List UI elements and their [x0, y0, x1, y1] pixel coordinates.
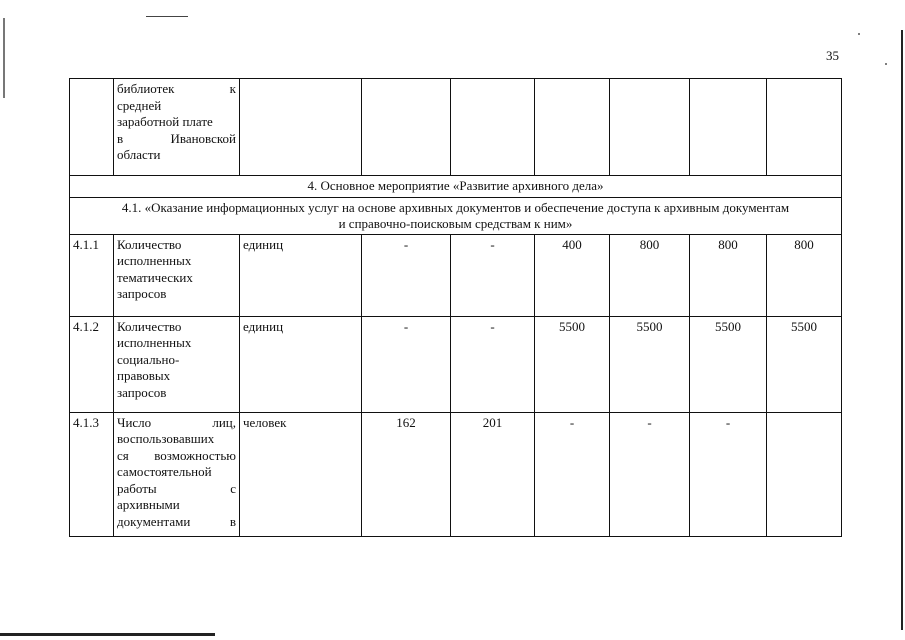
indicator-name-cell	[114, 316, 240, 412]
value-cell: -	[610, 412, 690, 536]
name-line: библиотек к	[117, 81, 236, 96]
value-cell	[767, 79, 842, 176]
unit-cell	[240, 79, 362, 176]
value-cell: -	[362, 234, 451, 316]
scan-speck	[858, 33, 860, 35]
value-cell: 5500	[610, 316, 690, 412]
value-cell: -	[451, 316, 535, 412]
section-title: 4. Основное мероприятие «Развитие архивного дела»	[70, 176, 842, 198]
indicator-name-cell	[114, 79, 240, 176]
name-line: запросов	[117, 286, 167, 301]
scan-speck	[885, 63, 887, 65]
value-cell: 5500	[690, 316, 767, 412]
name-line: работы с	[117, 480, 236, 496]
name-line: ся возможностью	[117, 447, 236, 463]
value-cell: -	[451, 234, 535, 316]
name-line: исполненных	[117, 253, 192, 268]
scan-artifact-right-edge	[901, 30, 903, 630]
name-line: средней	[117, 97, 162, 113]
table-row	[70, 316, 842, 412]
row-number: 4.1.2	[70, 316, 114, 412]
subsection-heading-row	[70, 197, 842, 234]
row-number-cell	[70, 79, 114, 176]
value-cell: 800	[690, 234, 767, 316]
unit-cell: человек	[240, 412, 362, 536]
value-cell: 5500	[535, 316, 610, 412]
name-line: Количество	[117, 236, 182, 252]
name-line: в Ивановской	[117, 130, 236, 146]
value-cell	[362, 79, 451, 176]
value-cell	[451, 79, 535, 176]
scan-artifact-bottom-line	[0, 633, 215, 636]
unit-cell: единиц	[240, 316, 362, 412]
row-number: 4.1.1	[70, 234, 114, 316]
value-cell: 800	[610, 234, 690, 316]
name-line: Количество	[117, 318, 182, 334]
value-cell	[535, 79, 610, 176]
row-number: 4.1.3	[70, 412, 114, 536]
continuation-row	[70, 79, 842, 176]
name-line: воспользовавших	[117, 431, 215, 446]
name-line: области	[117, 147, 161, 162]
name-line: документами в	[117, 513, 236, 529]
value-cell: 201	[451, 412, 535, 536]
section-heading-row	[70, 176, 842, 198]
name-line: правовых	[117, 368, 171, 383]
name-line: самостоятельной	[117, 464, 212, 479]
unit-cell: единиц	[240, 234, 362, 316]
page-number: 35	[826, 48, 839, 63]
name-line: заработной плате	[117, 114, 213, 129]
name-line: исполненных	[117, 335, 192, 350]
indicator-name-cell	[114, 412, 240, 536]
name-line: архивными	[117, 497, 180, 512]
value-cell	[767, 412, 842, 536]
value-cell: -	[535, 412, 610, 536]
subsection-title	[70, 197, 842, 234]
value-cell: 162	[362, 412, 451, 536]
name-line: Число лиц,	[117, 414, 236, 430]
value-cell: -	[690, 412, 767, 536]
value-cell	[690, 79, 767, 176]
table-row	[70, 412, 842, 536]
scan-artifact-left-edge	[3, 18, 5, 98]
value-cell: 5500	[767, 316, 842, 412]
scan-artifact-top-line	[146, 16, 188, 17]
value-cell: 400	[535, 234, 610, 316]
name-line: тематических	[117, 269, 193, 285]
indicators-table	[69, 78, 842, 537]
name-line: социально-	[117, 351, 180, 367]
subsection-title-line: и справочно-поисковым средствам к ним»	[338, 215, 573, 231]
name-line: запросов	[117, 384, 167, 400]
indicator-name-cell	[114, 234, 240, 316]
value-cell: 800	[767, 234, 842, 316]
value-cell	[610, 79, 690, 176]
subsection-title-line: 4.1. «Оказание информационных услуг на основе архивных документов и обеспечение доступа к архивным документам	[121, 199, 790, 215]
value-cell: -	[362, 316, 451, 412]
table-row	[70, 234, 842, 316]
